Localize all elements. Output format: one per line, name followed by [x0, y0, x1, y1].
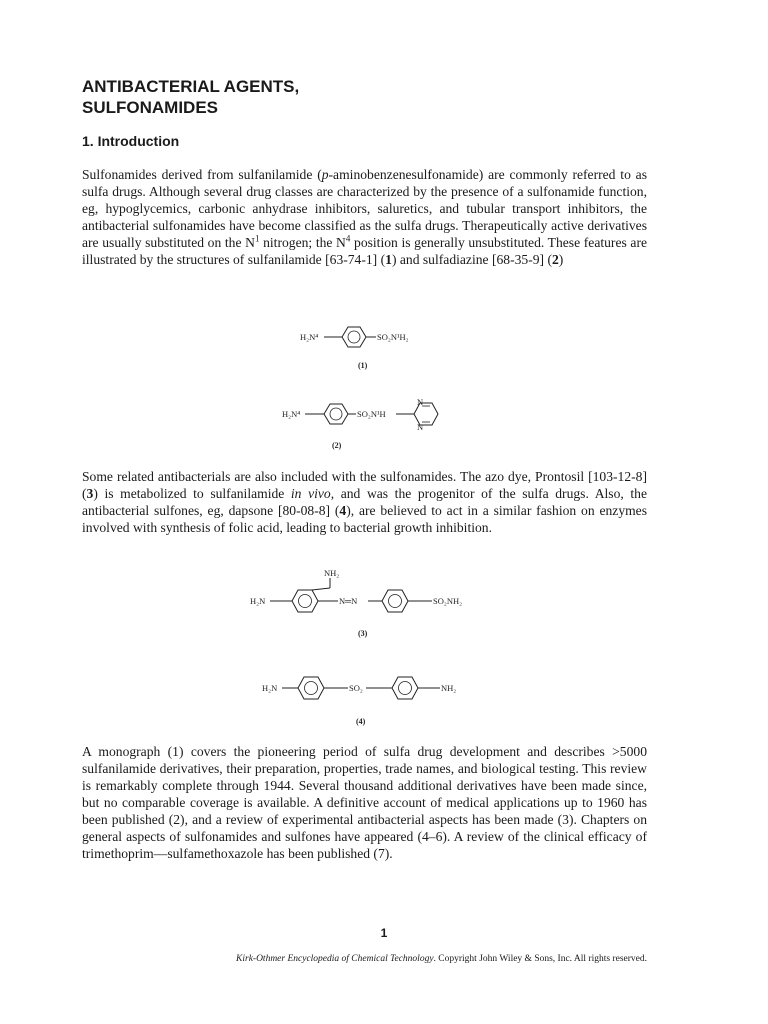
- article-title: [82, 76, 299, 118]
- s3-top-group: NH₂: [324, 568, 340, 578]
- benzene-ring: [392, 677, 418, 699]
- s3-left-group: H₂N: [250, 596, 266, 606]
- paragraph-related: Some related antibacterials are also included with the sulfonamides. The azo dye, Prontosil [103-12-8] (3) is metabolized to sulfanilamide in vivo, and was the progenitor of the sulfa drugs. Also, the antibacterial sulfones, eg, dapsone [80-08-8] (4), are believed to act in a similar fashion on enzymes involved with synthesis of folic acid, leading to bacterial growth inhibition.: [82, 469, 648, 535]
- benzene-ring: [342, 327, 366, 347]
- s3-right-group: SO₂NH₂: [433, 596, 463, 606]
- benzene-ring: [382, 590, 408, 612]
- benzene-ring: [324, 404, 348, 424]
- s2-n-bottom: N: [417, 422, 424, 432]
- title-line-1: ANTIBACTERIAL AGENTS,: [82, 77, 300, 96]
- structure-sulfadiazine: [280, 396, 480, 452]
- s3-azo-group: N═N: [339, 596, 358, 606]
- s1-right-group: SO₂N¹H₂: [377, 332, 409, 342]
- s4-right-group: NH₂: [441, 683, 457, 693]
- title-line-2: SULFONAMIDES: [82, 98, 218, 117]
- s2-label: (2): [332, 441, 342, 450]
- s3-label: (3): [358, 629, 368, 638]
- s2-right-group: SO₂N¹H: [357, 409, 386, 419]
- footer-copyright: Kirk-Othmer Encyclopedia of Chemical Technology. Copyright John Wiley & Sons, Inc. All rights reserved.: [236, 954, 647, 964]
- benzene-ring: [292, 590, 318, 612]
- s2-n-top: N: [417, 397, 424, 407]
- structure-prontosil: [250, 566, 490, 642]
- s1-label: (1): [358, 361, 368, 370]
- structure-dapsone: [262, 672, 492, 728]
- s2-left-group: H₂N⁴: [282, 409, 301, 419]
- s4-left-group: H₂N: [262, 683, 278, 693]
- s4-middle-group: SO₂: [349, 683, 363, 693]
- paragraph-intro: Sulfonamides derived from sulfanilamide (p-aminobenzenesulfonamide) are commonly referred to as sulfa drugs. Although several drug classes are characterized by the presence of a sulfonamide function, eg, hypoglycemics, carbonic anhydrase inhibitors, saluretics, and tubular transport inhibitors, the antibacterial sulfonamides have become classified as the sulfa drugs. Therapeutically active derivatives are usually substituted on the $N^1$ nitrogen; the $N^4$ position is generally unsubstituted. These features are illustrated by the structures of sulfanilamide [63-74-1] (1) and sulfadiazine [68-35-9] (2): [82, 167, 648, 267]
- s1-left-group: H₂N⁴: [300, 332, 319, 342]
- paragraph-monograph: A monograph (1) covers the pioneering period of sulfa drug development and describes >5000 sulfanilamide derivatives, their preparation, properties, trade names, and biological testing. This review is remarkably complete through 1944. Several thousand additional derivatives have been made since, but no comparable coverage is available. A definitive account of medical applications up to 1960 has been published (2), and a review of experimental antibacterial aspects has been made (3). Chapters on general aspects of sulfonamides and sulfones have appeared (4–6). A review of the clinical efficacy of trimethoprim—sulfamethoxazole has been published (7).: [82, 744, 647, 861]
- structure-sulfanilamide: [298, 322, 498, 374]
- page-number: 1: [380, 926, 388, 940]
- section-heading: 1. Introduction: [82, 133, 180, 149]
- benzene-ring: [298, 677, 324, 699]
- s4-label: (4): [356, 717, 366, 726]
